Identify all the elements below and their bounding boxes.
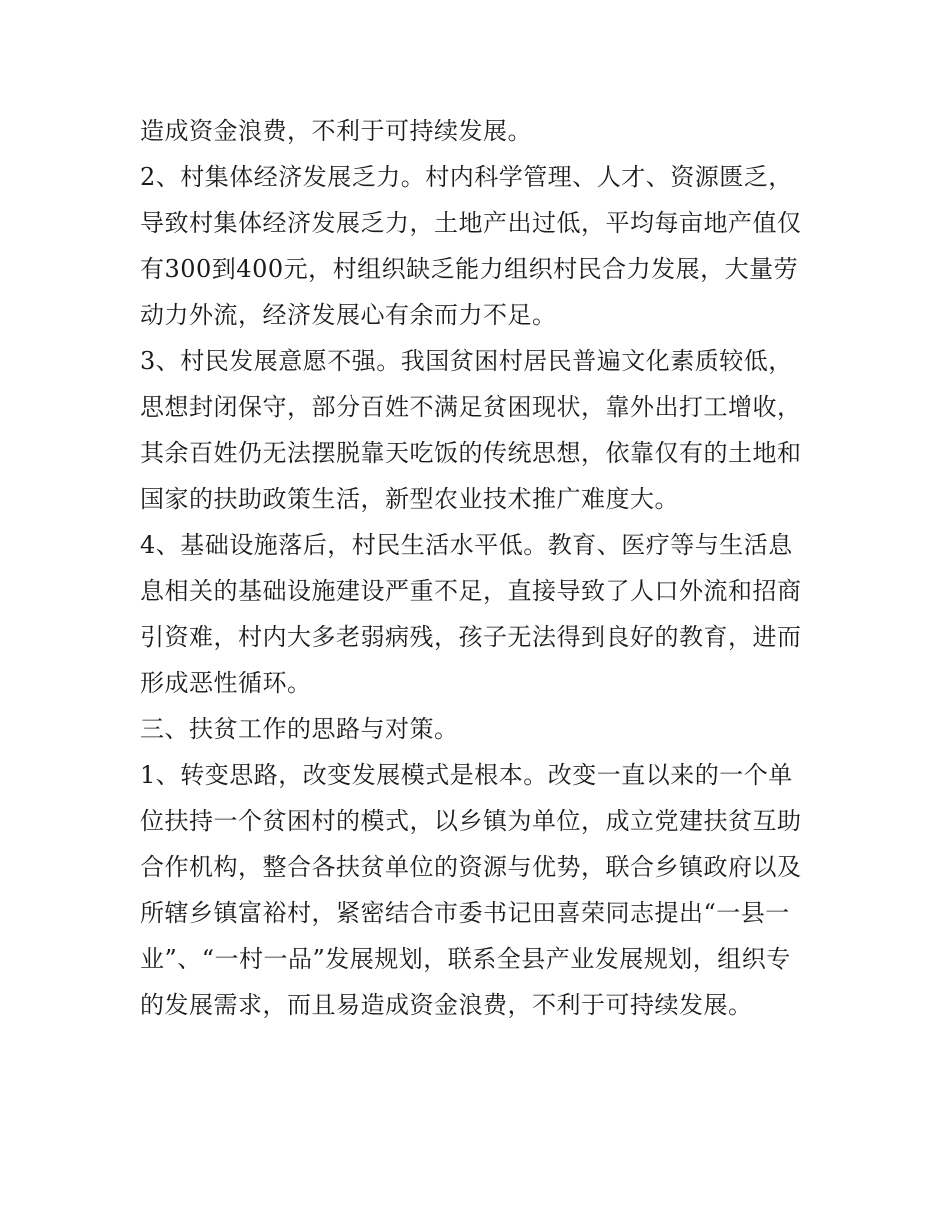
text-line: 引资难，村内大多老弱病残，孩子无法得到良好的教育，进而 [140, 623, 802, 651]
section-heading: 三、扶贫工作的思路与对策。 [140, 715, 459, 743]
text-line: 3、村民发展意愿不强。我国贫困村居民普遍文化素质较低， [140, 347, 793, 375]
text-line: 合作机构，整合各扶贫单位的资源与优势，联合乡镇政府以及 [140, 853, 802, 881]
text-line: 所辖乡镇富裕村，紧密结合市委书记田喜荣同志提出“一县一 [140, 899, 790, 927]
text-line: 4、基础设施落后，村民生活水平低。教育、医疗等与生活息 [140, 531, 793, 559]
text-line: 其余百姓仍无法摆脱靠天吃饭的传统思想，依靠仅有的土地和 [140, 439, 802, 467]
text-line: 思想封闭保守，部分百姓不满足贫困现状，靠外出打工增收， [140, 393, 802, 421]
text-line: 形成恶性循环。 [140, 669, 312, 697]
text-line: 导致村集体经济发展乏力，土地产出过低，平均每亩地产值仅 [140, 209, 802, 237]
text-line: 1、转变思路，改变发展模式是根本。改变一直以来的一个单 [140, 761, 793, 789]
text-line: 国家的扶助政策生活，新型农业技术推广难度大。 [140, 485, 679, 513]
text-line: 业”、“一村一品”发展规划，联系全县产业发展规划，组织专 [140, 945, 791, 973]
text-line: 造成资金浪费，不利于可持续发展。 [140, 117, 532, 145]
text-line: 的发展需求，而且易造成资金浪费，不利于可持续发展。 [140, 991, 753, 1019]
text-line: 息相关的基础设施建设严重不足，直接导致了人口外流和招商 [140, 577, 802, 605]
text-line: 位扶持一个贫困村的模式，以乡镇为单位，成立党建扶贫互助 [140, 807, 802, 835]
text-line: 2、村集体经济发展乏力。村内科学管理、人才、资源匮乏， [140, 163, 793, 191]
text-line: 有300到400元，村组织缺乏能力组织村民合力发展，大量劳 [140, 255, 799, 283]
text-line: 动力外流，经济发展心有余而力不足。 [140, 301, 557, 329]
document-body [140, 108, 820, 1028]
